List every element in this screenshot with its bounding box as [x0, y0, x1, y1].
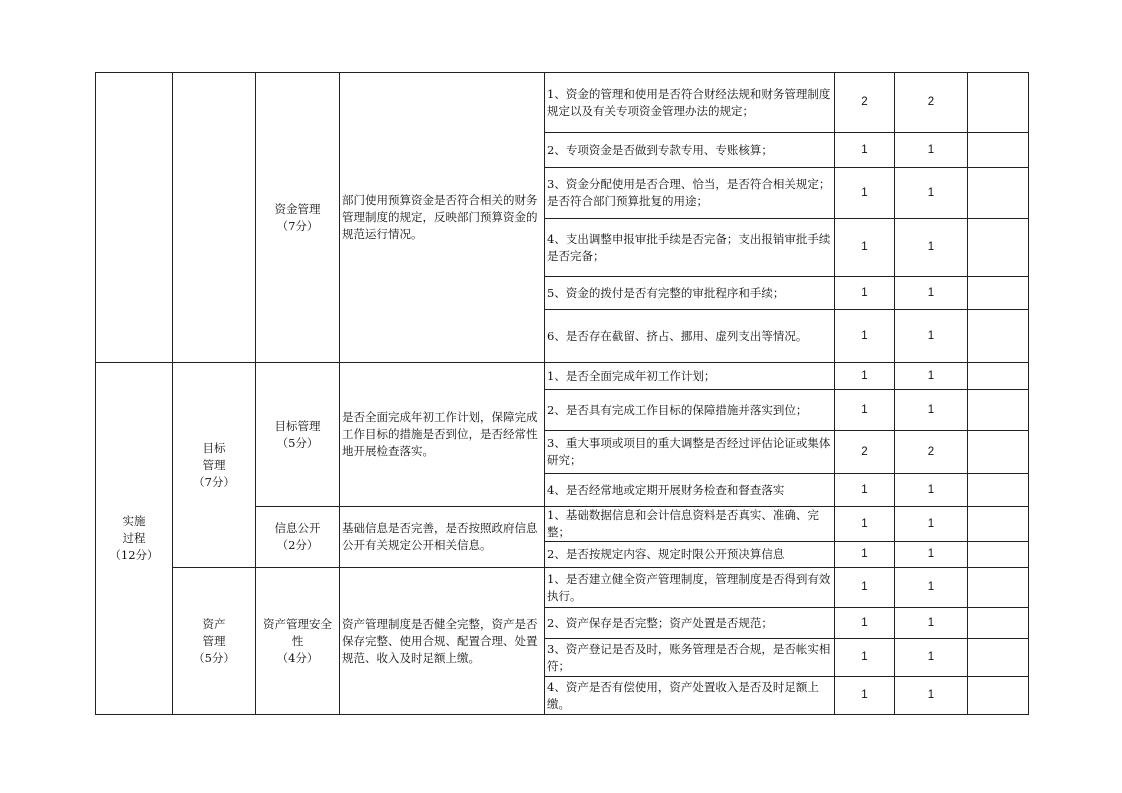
subcategory-cell-empty	[173, 73, 256, 363]
actual-score: 1	[895, 310, 968, 363]
subcategory-score: （7分）	[193, 474, 235, 489]
remark-cell	[968, 219, 1029, 277]
criterion-text: 1、基础数据信息和会计信息资料是否真实、准确、完整；	[545, 507, 835, 542]
criterion-text: 2、资产保存是否完整；资产处置是否规范；	[545, 608, 835, 639]
indicator-cell	[256, 568, 340, 715]
evaluation-table	[95, 72, 1029, 715]
actual-score: 1	[895, 133, 968, 168]
indicator-description: 基础信息是否完善，是否按照政府信息公开有关规定公开相关信息。	[340, 507, 545, 568]
full-score: 1	[835, 677, 895, 715]
criterion-text: 2、专项资金是否做到专款专用、专账核算；	[545, 133, 835, 168]
indicator-label: 目标管理	[274, 418, 321, 433]
full-score: 1	[835, 474, 895, 507]
subcategory-label: 管理	[202, 633, 226, 648]
criterion-text: 2、是否按规定内容、规定时限公开预决算信息	[545, 542, 835, 568]
table-row	[96, 73, 1029, 133]
remark-cell	[968, 168, 1029, 219]
criterion-text: 1、资金的管理和使用是否符合财经法规和财务管理制度规定以及有关专项资金管理办法的规定；	[545, 73, 835, 133]
criterion-text: 4、资产是否有偿使用，资产处置收入是否及时足额上缴。	[545, 677, 835, 715]
full-score: 1	[835, 608, 895, 639]
category-cell-empty	[96, 73, 173, 363]
criterion-text: 1、是否全面完成年初工作计划；	[545, 363, 835, 390]
remark-cell	[968, 73, 1029, 133]
category-implementation	[96, 363, 173, 715]
full-score: 1	[835, 219, 895, 277]
table-row	[96, 568, 1029, 608]
full-score: 1	[835, 133, 895, 168]
actual-score: 2	[895, 73, 968, 133]
subcategory-target	[173, 363, 256, 568]
full-score: 1	[835, 277, 895, 310]
full-score: 1	[835, 363, 895, 390]
full-score: 1	[835, 168, 895, 219]
remark-cell	[968, 568, 1029, 608]
full-score: 1	[835, 542, 895, 568]
category-label: 实施	[122, 514, 146, 528]
actual-score: 1	[895, 168, 968, 219]
category-score: （12分）	[109, 548, 159, 562]
full-score: 1	[835, 390, 895, 431]
criterion-text: 4、是否经常地或定期开展财务检查和督查落实	[545, 474, 835, 507]
criterion-text: 6、是否存在截留、挤占、挪用、虚列支出等情况。	[545, 310, 835, 363]
indicator-label: 资产管理安全	[263, 616, 332, 631]
criterion-text: 3、资产登记是否及时，账务管理是否合规，是否帐实相符；	[545, 639, 835, 677]
remark-cell	[968, 542, 1029, 568]
remark-cell	[968, 608, 1029, 639]
remark-cell	[968, 277, 1029, 310]
subcategory-score: （5分）	[193, 650, 235, 665]
indicator-cell	[256, 73, 340, 363]
criterion-text: 3、重大事项或项目的重大调整是否经过评估论证或集体研究；	[545, 431, 835, 474]
indicator-description: 是否全面完成年初工作计划，保障完成工作目标的措施是否到位，是否经常性地开展检查落实。	[340, 363, 545, 507]
indicator-score: （4分）	[276, 650, 319, 665]
actual-score: 1	[895, 474, 968, 507]
indicator-label: 信息公开	[274, 521, 321, 535]
indicator-description: 部门使用预算资金是否符合相关的财务管理制度的规定，反映部门预算资金的规范运行情况。	[340, 73, 545, 363]
remark-cell	[968, 639, 1029, 677]
remark-cell	[968, 363, 1029, 390]
actual-score: 1	[895, 608, 968, 639]
remark-cell	[968, 133, 1029, 168]
subcategory-label: 目标	[202, 440, 226, 455]
actual-score: 1	[895, 639, 968, 677]
actual-score: 1	[895, 277, 968, 310]
remark-cell	[968, 474, 1029, 507]
criterion-text: 5、资金的拨付是否有完整的审批程序和手续；	[545, 277, 835, 310]
actual-score: 2	[895, 431, 968, 474]
table-row	[96, 363, 1029, 390]
remark-cell	[968, 431, 1029, 474]
actual-score: 1	[895, 507, 968, 542]
remark-cell	[968, 507, 1029, 542]
full-score: 1	[835, 310, 895, 363]
full-score: 2	[835, 431, 895, 474]
remark-cell	[968, 390, 1029, 431]
subcategory-label: 管理	[202, 457, 226, 472]
indicator-cell	[256, 363, 340, 507]
criterion-text: 3、资金分配使用是否合理、恰当，是否符合相关规定；是否符合部门预算批复的用途；	[545, 168, 835, 219]
indicator-label: 性	[291, 633, 304, 648]
subcategory-label: 资产	[202, 616, 226, 631]
actual-score: 1	[895, 219, 968, 277]
indicator-cell	[256, 507, 340, 568]
full-score: 1	[835, 507, 895, 542]
actual-score: 1	[895, 390, 968, 431]
full-score: 2	[835, 73, 895, 133]
remark-cell	[968, 310, 1029, 363]
criterion-text: 1、是否建立健全资产管理制度，管理制度是否得到有效执行。	[545, 568, 835, 608]
indicator-label: 资金管理	[274, 201, 321, 216]
indicator-score: （5分）	[276, 435, 319, 450]
remark-cell	[968, 677, 1029, 715]
indicator-score: （2分）	[276, 538, 319, 552]
criterion-text: 2、是否具有完成工作目标的保障措施并落实到位；	[545, 390, 835, 431]
subcategory-asset	[173, 568, 256, 715]
actual-score: 1	[895, 568, 968, 608]
full-score: 1	[835, 639, 895, 677]
indicator-score: （7分）	[276, 218, 319, 233]
actual-score: 1	[895, 363, 968, 390]
indicator-description: 资产管理制度是否健全完整，资产是否保存完整、使用合规、配置合理、处置规范、收入及时足额上缴。	[340, 568, 545, 715]
category-label: 过程	[122, 531, 146, 545]
actual-score: 1	[895, 677, 968, 715]
full-score: 1	[835, 568, 895, 608]
actual-score: 1	[895, 542, 968, 568]
criterion-text: 4、支出调整申报审批手续是否完备；支出报销审批手续是否完备；	[545, 219, 835, 277]
